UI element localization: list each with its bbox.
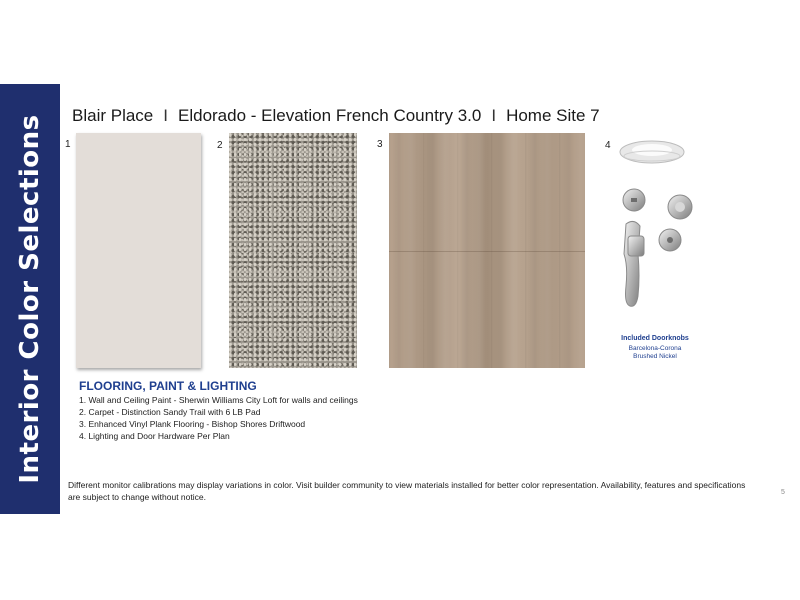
deadbolt-icon xyxy=(623,189,645,211)
swatch-number-2: 2 xyxy=(217,140,223,151)
header-community: Blair Place xyxy=(72,106,154,125)
selections-list xyxy=(79,394,358,442)
disclaimer: Different monitor calibrations may display variations in color. Visit builder community to view materials installed for better color representation. Availability, features and specifications are subject to change without notice. xyxy=(68,480,746,502)
hardware-caption-finish: Brushed Nickel xyxy=(633,353,677,360)
list-item: 4. Lighting and Door Hardware Per Plan xyxy=(79,431,230,441)
ceiling-light-icon xyxy=(620,141,684,163)
selections-title: FLOORING, PAINT & LIGHTING xyxy=(79,379,257,393)
swatch-number-1: 1 xyxy=(65,139,71,150)
list-item: 3. Enhanced Vinyl Plank Flooring - Bishop Shores Driftwood xyxy=(79,419,306,429)
carpet-swatch xyxy=(229,133,357,368)
handleset-icon xyxy=(624,221,644,306)
header-plan: Eldorado - Elevation French Country 3.0 xyxy=(178,106,482,125)
header-site: Home Site 7 xyxy=(506,106,600,125)
door-knob-icon xyxy=(659,195,692,251)
header-separator: I xyxy=(163,106,168,125)
side-title: Interior Color Selections xyxy=(15,114,45,484)
page-header xyxy=(72,106,600,126)
paint-swatch xyxy=(76,133,201,368)
swatch-number-4: 4 xyxy=(605,140,611,151)
header-separator: I xyxy=(491,106,497,125)
page-number: 5 xyxy=(781,489,785,496)
hardware-caption-title: Included Doorknobs xyxy=(621,335,689,342)
hardware-caption-model: Barcelona-Corona xyxy=(628,345,682,352)
swatch-number-3: 3 xyxy=(377,139,383,150)
list-item: 1. Wall and Ceiling Paint - Sherwin Williams City Loft for walls and ceilings xyxy=(79,395,358,405)
list-item: 2. Carpet - Distinction Sandy Trail with 6 LB Pad xyxy=(79,407,261,417)
vinyl-plank-swatch xyxy=(389,133,585,368)
